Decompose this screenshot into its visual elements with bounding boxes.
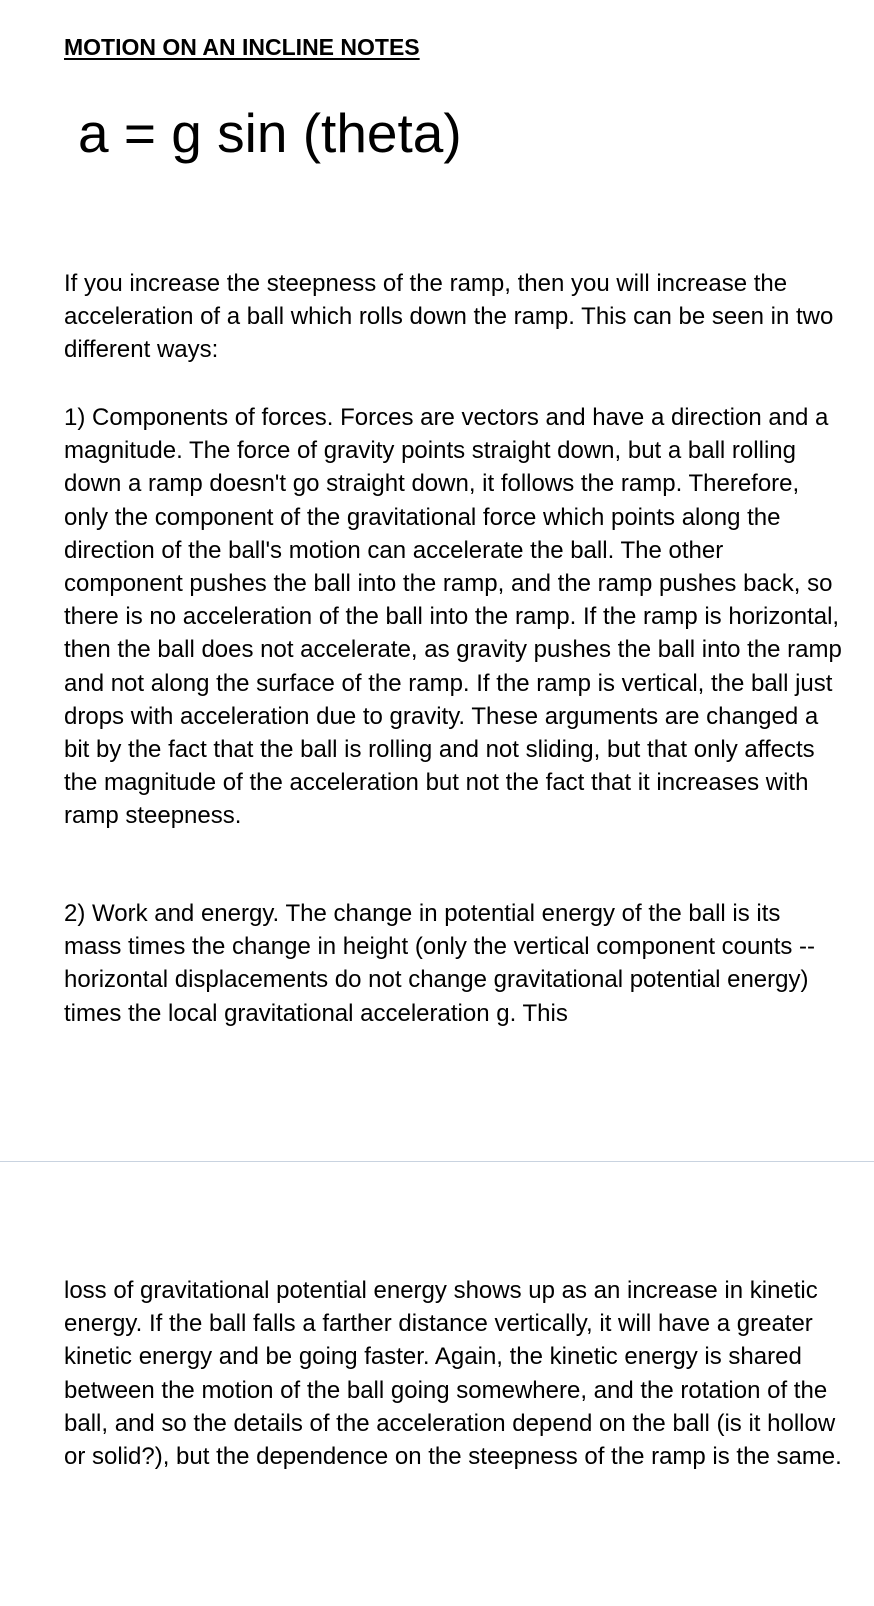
components-of-forces-paragraph: 1) Components of forces. Forces are vectors and have a direction and a magnitude. The force of gravity points straight down, but a ball rolling down a ramp doesn't go straight down, it follows the ramp. Therefore, only the component of the gravitational force which points along the direction of the ball's motion can accelerate the ball. The other component pushes the ball into the ramp, and the ramp pushes back, so there is no acceleration of the ball into the ramp. If the ramp is horizontal, then the ball does not accelerate, as gravity pushes the ball into the ramp and not along the surface of the ramp. If the ramp is vertical, the ball just drops with acceleration due to gravity. These arguments are changed a bit by the fact that the ball is rolling and not sliding, but that only affects the magnitude of the acceleration but not the fact that it increases with ramp steepness.: [64, 404, 842, 830]
document-title: MOTION ON AN INCLINE NOTES: [64, 34, 420, 60]
work-and-energy-continuation-paragraph: loss of gravitational potential energy shows up as an increase in kinetic energy. If the ball falls a farther distance vertically, it will have a greater kinetic energy and be going faster. Again, the kinetic energy is shared between the motion of the ball going somewhere, and the rotation of the ball, and so the details of the acceleration depend on the ball (is it hollow or solid?), but the dependence on the steepness of the ramp is the same.: [64, 1277, 842, 1471]
formula-heading: a = g sin (theta): [78, 102, 462, 164]
intro-paragraph: If you increase the steepness of the ramp, then you will increase the acceleration of a ball which rolls down the ramp. This can be seen in two different ways:: [64, 270, 834, 364]
work-and-energy-paragraph: 2) Work and energy. The change in potential energy of the ball is its mass times the change in height (only the vertical component counts -- horizontal displacements do not change gravitational potential energy) times the local gravitational acceleration g. This: [64, 900, 816, 1027]
